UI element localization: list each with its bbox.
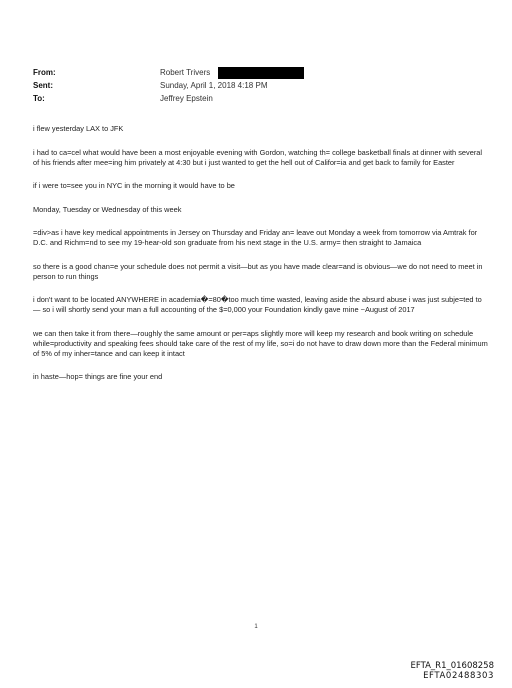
to-label: To: (33, 94, 45, 103)
redaction-box (218, 67, 304, 79)
sent-row (33, 79, 493, 92)
from-value: Robert Trivers (160, 68, 211, 77)
paragraph: =div>as i have key medical appointments in Jersey on Thursday and Friday an= leave out Monday a week from tomorrow via Amtrak for D.C. and Richm=nd to see my 19-hear-old son graduate from his next stage in the U.S. army= then straight to Jamaica (33, 228, 478, 247)
document-footer (410, 661, 494, 681)
footer-id-2: EFTA02488303 (423, 671, 494, 681)
paragraph: i flew yesterday LAX to JFK (33, 124, 124, 133)
email-body (33, 124, 488, 396)
from-label: From: (33, 68, 56, 77)
paragraph: if i were to=see you in NYC in the morning it would have to be (33, 181, 235, 190)
paragraph: Monday, Tuesday or Wednesday of this week (33, 204, 182, 214)
paragraph: i don't want to be located ANYWHERE in academia�=80�too much time wasted, leaving aside the absurd abuse i was just subje=ted to— so i will shortly send your man a full accounting of the $=0,000 your Foundation kindly gave mine ~August of 2017 (33, 295, 482, 314)
page-number: 1 (254, 624, 258, 630)
sent-label: Sent: (33, 81, 53, 90)
paragraph: so there is a good chan=e your schedule does not permit a visit—but as you have made clear=and is obvious—we do not need to meet in person to run things (33, 261, 483, 281)
paragraph: in haste—hop= things are fine your end (33, 372, 163, 381)
to-value: Jeffrey Epstein (160, 94, 213, 103)
paragraph: we can then take it from there—roughly the same amount or per=aps slightly more will keep my research and book writing on schedule while=productivity and speaking fees should take care of the rest of my life, so=i do not have to draw down more than the Federal minimum of 5% of my inher=tance and can keep it intact (33, 328, 488, 358)
to-row (33, 92, 493, 105)
paragraph: i had to ca=cel what would have been a most enjoyable evening with Gordon, watching th= college basketball finals at dinner with several of his friends after mee=ing him privately at 4:30 but i just wanted to get the hell out of Califor=ia and get back to family for Easter (33, 147, 483, 167)
footer-id-1: EFTA_R1_01608258 (410, 661, 494, 671)
sent-value: Sunday, April 1, 2018 4:18 PM (160, 81, 268, 90)
